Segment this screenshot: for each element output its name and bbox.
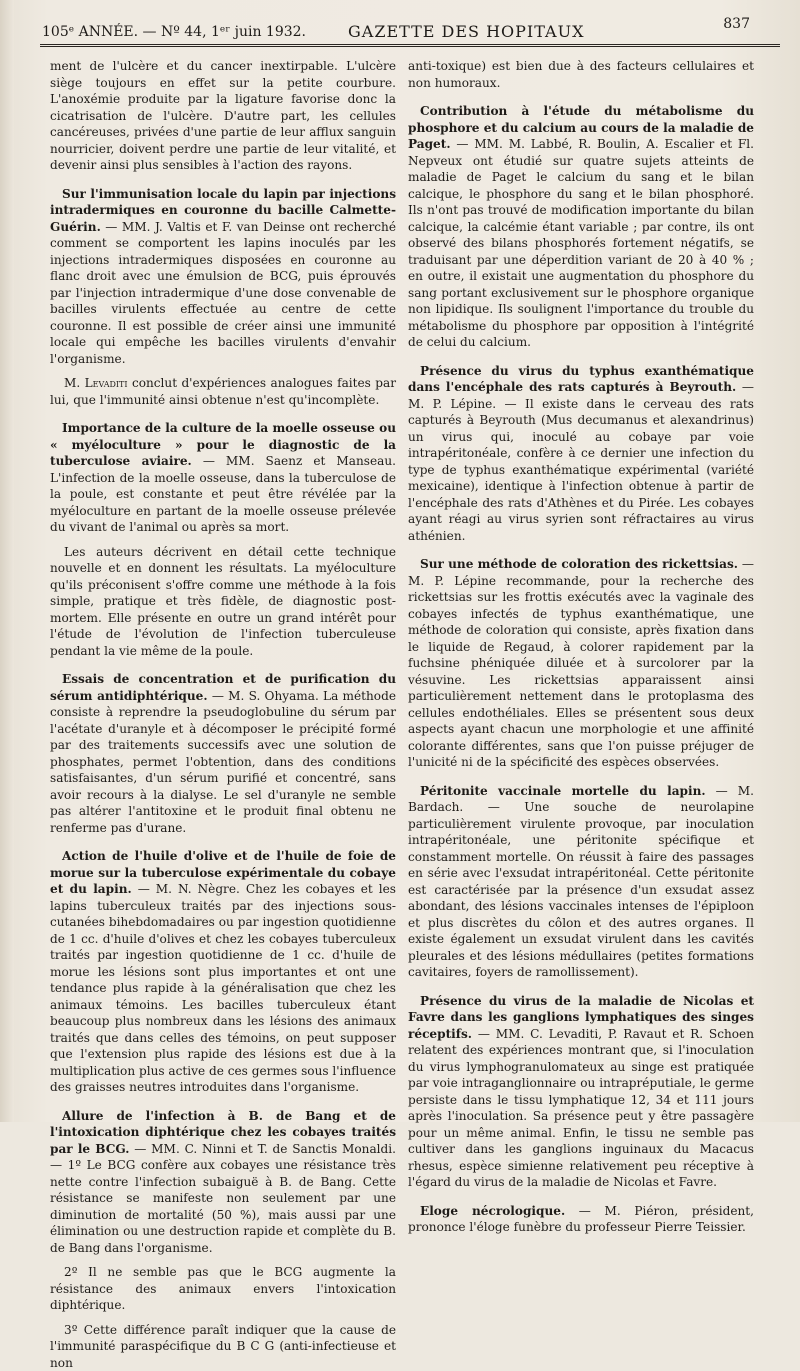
article-authors: — M. Bardach. [408, 784, 754, 815]
article-title: Sur une méthode de coloration des rickettsias. [420, 557, 738, 571]
article-ninni [50, 1108, 396, 1257]
article-body: — 1º Le BCG confère aux cobayes une résistance très nette contre l'infection subaiguë à B. de Bang. Cette résistance se manifeste non seulement par une diminution de mortalité (50 %), mais aussi par une élimination ou une destruction rapide et complète du B. de Bang dans l'organisme. [50, 1158, 396, 1255]
page-header [28, 14, 780, 42]
article-valtis [50, 186, 396, 368]
article-authors: — MM. Saenz et Manseau. [203, 454, 396, 468]
article-note [50, 375, 396, 408]
article-title: Péritonite vaccinale mortelle du lapin. [420, 784, 706, 798]
article-authors: — MM. C. Levaditi, P. Ravaut et R. Schoen [478, 1027, 754, 1041]
article-negre [50, 848, 396, 1096]
article-body: recommande, pour la recherche des rickettsias sur les frottis exécutés avec la vaginale des cobayes infectés de typhus exanthématique, une méthode de coloration qui consiste, après fixation dans le liquide de Regaud, à colorer rapidement par la fuchsine phéniquée diluée et à surcolorer par la vésuvine. Les rickettsias apparaissent ainsi particulièrement nettement dans le protoplasma des cellules endothéliales. Elles se présentent sous deux aspects ayant chacun une morphologie et une affinité colorante différentes, sans que l'on puisse préjuger de l'unicité ni de la spécificité des espèces observées. [408, 574, 754, 770]
article-title: Action de l'huile d'olive et de l'huile de foie de morue sur la tuberculose expérimentale du cobaye et du lapin. [50, 849, 396, 896]
article-levaditi [408, 993, 754, 1191]
header-rule [40, 44, 780, 47]
article-title: Présence du virus de la maladie de Nicolas et Favre dans les ganglions lymphatiques des singes réceptifs. [408, 994, 754, 1041]
note-author: M. Levaditi [64, 376, 128, 390]
article-point-2: 2º Il ne semble pas que le BCG augmente la résistance des animaux envers l'intoxication diphtérique. [50, 1264, 396, 1314]
article-saenz [50, 420, 396, 536]
article-point-3: 3º Cette différence paraît indiquer que la cause de l'immunité paraspécifique du B C G (anti-infectieuse et non [50, 1322, 396, 1371]
article-authors: — M. P. Lépine [408, 557, 754, 588]
article-title: Contribution à l'étude du métabolisme du phosphore et du calcium au cours de la maladie de Paget. [408, 104, 754, 151]
continued-paragraph: ment de l'ulcère et du cancer inextirpable. L'ulcère siège toujours en effet sur la petite courbure. L'anoxémie produite par la ligature favorise donc la cicatrisation de l'ulcère. D'autre part, les cellules cancéreuses, privées d'une partie de leur afflux sanguin nourricier, doivent perdre une partie de leur vitalité, et devenir ainsi plus sensibles à l'action des rayons. [50, 58, 396, 174]
article-body: relatent des expériences montrant que, si l'inoculation du virus lymphogranulomateux au singe est pratiquée par voie intraganglionnaire ou intrapréputiale, le germe persiste dans le tissu lymphatique 12, 34 et 111 jours après l'inoculation. Sa présence peut y être passagère pour un même animal. Enfin, le tissu ne semble pas cultiver dans les ganglions inguinaux du Macacus rhesus, espèce simienne relativement peu réceptive à l'égard du virus de la maladie de Nicolas et Favre. [408, 1043, 754, 1189]
page-number: 837 [723, 16, 750, 32]
article-body: — Une souche de neurolapine particulièrement virulente provoque, par inoculation intrapéritonéale, une péritonite spécifique et constamment mortelle. On réussit à faire des passages en série avec l'exsudat intrapéritonéal. Cette péritonite est caractérisée par la présence d'un exsudat assez abondant, des lésions vaccinales intenses de l'épiploon et plus discrètes du côlon et des autres organes. Il existe également un exsudat virulent dans les cavités pleurales et des lésions médullaires (petites formations cavitaires, foyers de ramollissement). [408, 800, 754, 979]
article-body: La méthode consiste à reprendre la pseudoglobuline du sérum par l'acétate d'uranyle et à décomposer le précipité formé par des traitements successifs avec une solution de phosphates, permet l'obtention, dans des conditions satisfaisantes, d'un sérum purifié et concentré, sans avoir recours à la dialyse. Le sel d'uranyle ne semble pas altérer l'antitoxine et le produit final obtenu ne renferme pas d'urane. [50, 689, 396, 835]
article-authors: — M. S. Ohyama. [212, 689, 319, 703]
issue-line: 105ᵉ ANNÉE. — Nº 44, 1ᵉʳ juin 1932. [42, 24, 306, 40]
right-column [408, 58, 754, 1118]
article-authors: — M. N. Nègre. [138, 882, 240, 896]
article-authors: — MM. J. Valtis et F. van Deinse [105, 220, 305, 234]
article-body: Chez les cobayes et les lapins tuberculeux traités par des injections sous-cutanées bihebdomadaires ou par ingestion quotidienne de 1 cc. d'huile d'olives et chez les cobayes tuberculeux traités par ingestion quotidienne de 1 cc. d'huile de morue les lésions sont plus importantes et ont une tendance plus rapide à la généralisation que chez les animaux témoins. Les bacilles tuberculeux étant beaucoup plus nombreux dans les lésions des animaux traités que dans celles des témoins, on peut supposer que l'extension plus rapide des lésions est due à la multiplication plus active de ces germes sous l'influence des graisses neutres introduites dans l'organisme. [50, 882, 396, 1094]
article-title: Présence du virus du typhus exanthématique dans l'encéphale des rats capturés à Beyrouth. [408, 364, 754, 395]
article-authors: — MM. M. Labbé, R. Boulin, A. Escalier et Fl. Nepveux [408, 137, 754, 168]
continued-paragraph: anti-toxique) est bien due à des facteurs cellulaires et non humoraux. [408, 58, 754, 91]
article-eloge [408, 1203, 754, 1236]
article-lepine-rickettsias [408, 556, 754, 771]
article-body: ont étudié sur quatre sujets atteints de maladie de Paget le calcium du sang et le bilan calcique, le phosphore du sang et le bilan phosphoré. Ils n'ont pas trouvé de modification importante du bilan calcique, la calcémie étant variable ; par contre, ils ont observé des bilans phosphorés fortement négatifs, se traduisant par une déperdition variant de 20 à 40 % ; en outre, il existait une augmentation du phosphore du sang portant exclusivement sur le phosphore organique non lipidique. Ils soulignent l'importance du trouble du métabolisme du phosphore par opposition à l'intégrité de celui du calcium. [408, 154, 754, 350]
article-authors: — MM. C. Ninni et T. de Sanctis Monaldi. [134, 1142, 396, 1156]
journal-title: GAZETTE DES HOPITAUX [348, 22, 584, 41]
article-title: Eloge nécrologique. [420, 1204, 565, 1218]
article-labbe [408, 103, 754, 351]
article-lepine-typhus [408, 363, 754, 545]
article-body: — Il existe dans le cerveau des rats capturés à Beyrouth (Mus decumanus et alexandrinus) un virus qui, inoculé au cobaye par voie intrapéritonéale, confère à ce dernier une infection du type de typhus exanthématique expérimental (variété mexicaine), identique à l'infection obtenue à partir de l'encéphale des rats d'Athènes et du Pirée. Les cobayes ayant réagi au virus syrien sont réfractaires au virus athénien. [408, 397, 754, 543]
article-title: Allure de l'infection à B. de Bang et de l'intoxication diphtérique chez les cobayes traités par le BCG. [50, 1109, 396, 1156]
article-bardach [408, 783, 754, 981]
article-authors: — M. Piéron, président, [579, 1204, 754, 1218]
article-title: Essais de concentration et de purification du sérum antidiphtérique. [50, 672, 396, 703]
article-title: Importance de la culture de la moelle osseuse ou « myéloculture » pour le diagnostic de la tuberculose aviaire. [50, 421, 396, 468]
article-ohyama [50, 671, 396, 836]
article-body: prononce l'éloge funèbre du professeur Pierre Teissier. [408, 1220, 746, 1234]
article-body-continued: Les auteurs décrivent en détail cette technique nouvelle et en donnent les résultats. La myéloculture qu'ils préconisent s'offre comme une méthode à la fois simple, pratique et très fidèle, de diagnostic post-mortem. Elle présente en outre un grand intérêt pour l'étude de l'évolution de l'infection tuberculeuse pendant la vie même de la poule. [50, 544, 396, 660]
article-body: L'infection de la moelle osseuse, dans la tuberculose de la poule, est constante et peut être révélée par la myéloculture en partant de la moelle osseuse prélevée du vivant de l'animal ou après sa mort. [50, 471, 396, 535]
article-title: Sur l'immunisation locale du lapin par injections intradermiques en couronne du bacille Calmette-Guérin. [50, 187, 396, 234]
left-column [50, 58, 396, 1118]
article-authors: — M. P. Lépine. [408, 380, 754, 411]
article-body: ont recherché comment se comportent les lapins inoculés par les injections intradermiques disposées en couronne au flanc droit avec une émulsion de BCG, puis éprouvés par l'injection intradermique d'une dose convenable de bacilles virulents effectuée au centre de cette couronne. Il est possible de créer ainsi une immunité locale qui empêche les bacilles virulents d'envahir l'organisme. [50, 220, 396, 366]
note-body: conclut d'expériences analogues faites par lui, que l'immunité ainsi obtenue n'est qu'incomplète. [50, 376, 396, 407]
page-binding-edge [0, 0, 14, 1122]
